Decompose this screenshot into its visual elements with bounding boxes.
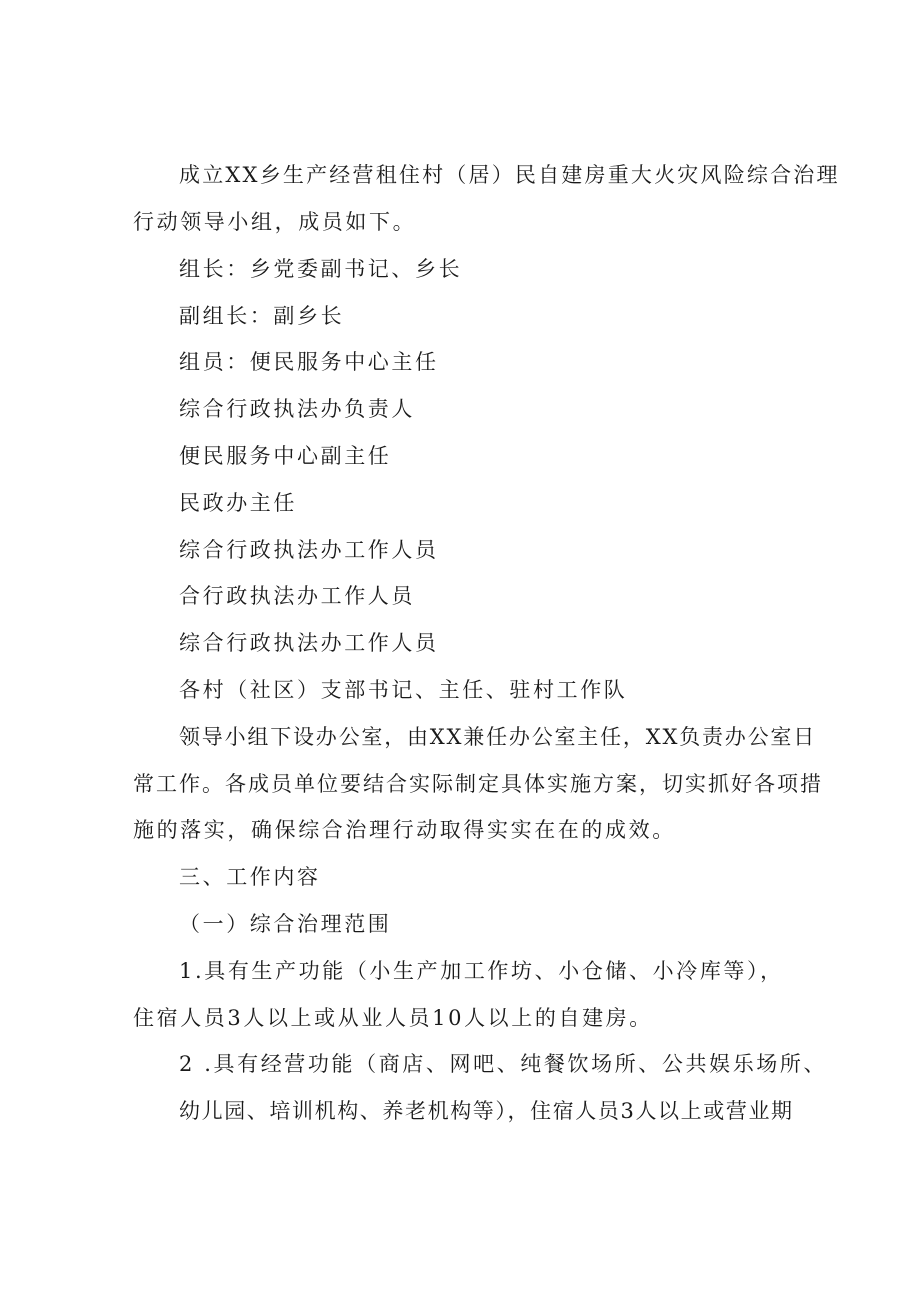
paragraph-line: 2 .具有经营功能（商店、网吧、纯餐饮场所、公共娱乐场所、 [179,1052,828,1076]
paragraph-line: 民政办主任 [179,491,297,515]
paragraph-line: 综合行政执法办工作人员 [179,538,439,562]
section-heading: 三、工作内容 [179,865,321,889]
paragraph-line: 成立XX乡生产经营租住村（居）民自建房重大火灾风险综合治理 [179,163,840,187]
paragraph-line: 各村（社区）支部书记、主任、驻村工作队 [179,678,628,702]
paragraph-line: 施的落实，确保综合治理行动取得实实在在的成效。 [133,818,676,842]
paragraph-line: 1.具有生产功能（小生产加工作坊、小仓储、小冷库等）， [179,959,784,983]
paragraph-line: 便民服务中心副主任 [179,444,392,468]
paragraph-line: 合行政执法办工作人员 [179,584,415,608]
subsection-heading: （一）综合治理范围 [179,912,392,936]
paragraph-line: 组长：乡党委副书记、乡长 [179,257,463,281]
paragraph-line: 常工作。各成员单位要结合实际制定具体实施方案，切实抓好各项措 [133,772,823,796]
paragraph-line: 住宿人员3人以上或从业人员10人以上的自建房。 [133,1006,653,1030]
paragraph-line: 领导小组下设办公室，由XX兼任办公室主任，XX负责办公室日 [179,725,816,749]
paragraph-line: 组员：便民服务中心主任 [179,350,439,374]
paragraph-line: 综合行政执法办负责人 [179,397,415,421]
paragraph-line: 副组长：副乡长 [179,304,345,328]
paragraph-line: 行动领导小组，成员如下。 [133,210,417,234]
paragraph-line: 幼儿园、培训机构、养老机构等），住宿人员3人以上或营业期 [179,1099,794,1123]
paragraph-line: 综合行政执法办工作人员 [179,631,439,655]
